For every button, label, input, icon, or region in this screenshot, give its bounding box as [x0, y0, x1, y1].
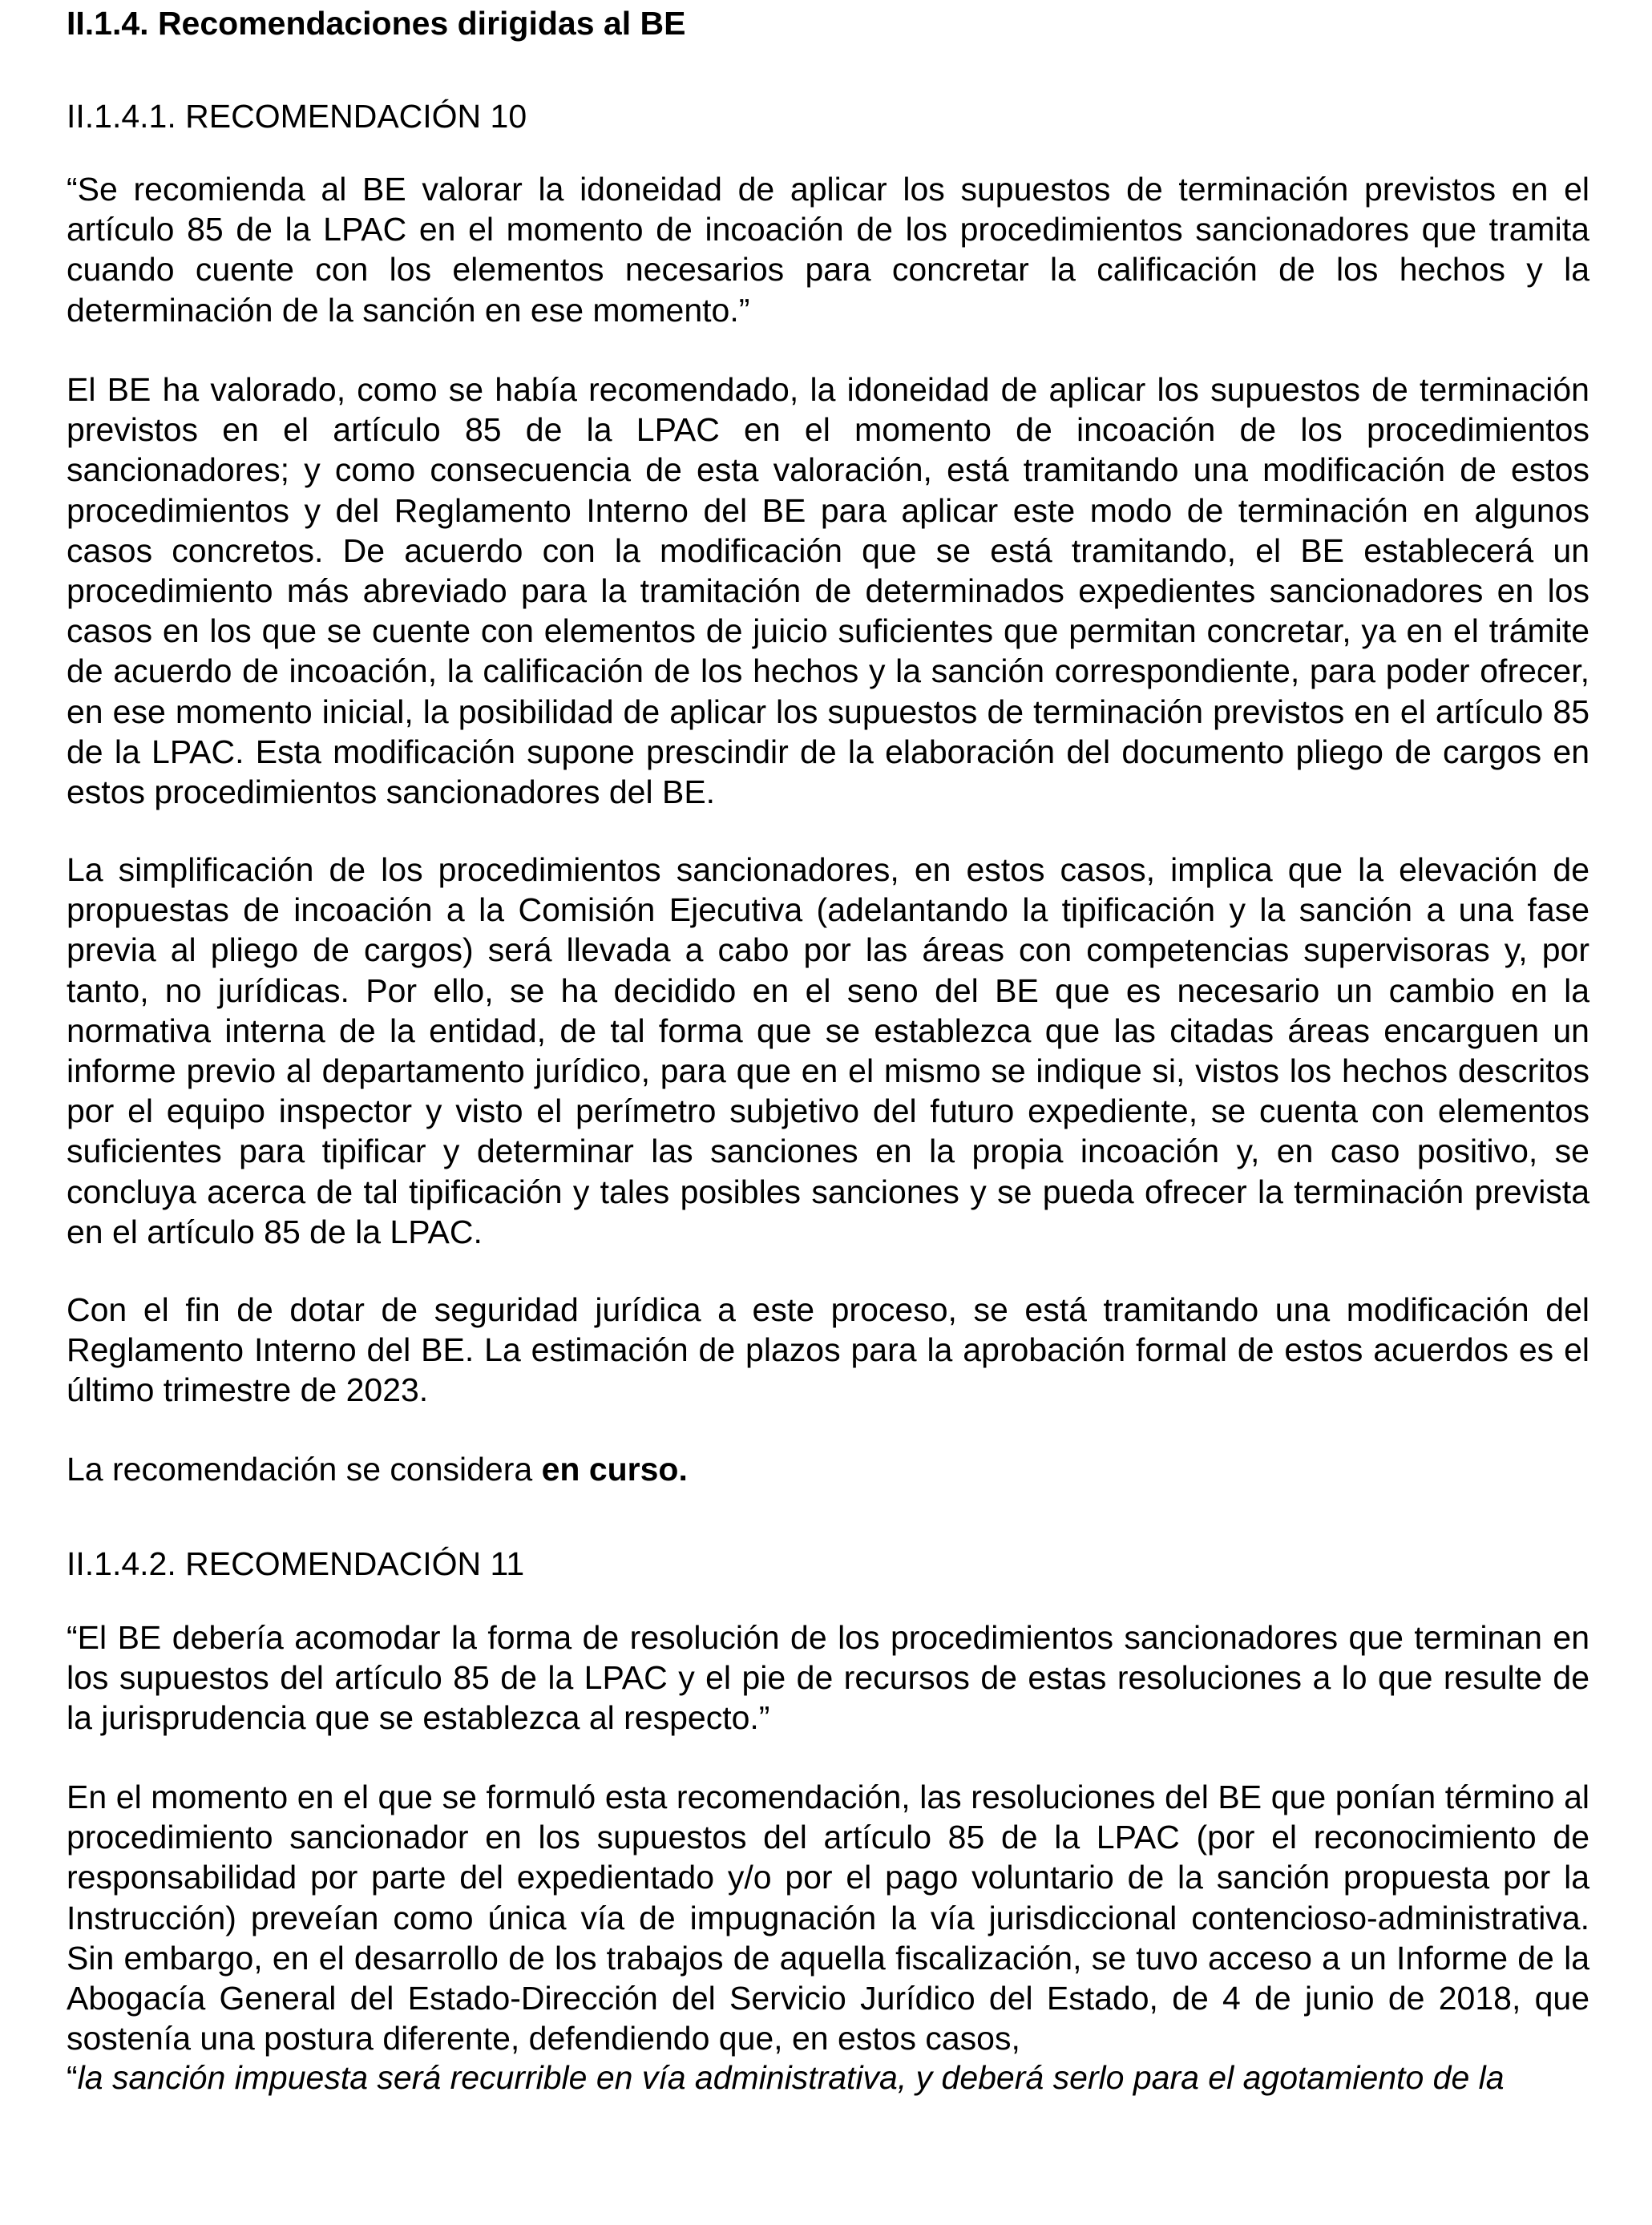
recommendation-11-quote: “El BE debería acomodar la forma de resolución de los procedimientos sancionadores que terminan en los supuestos del artículo 85 de la LPAC y el pie de recursos de estas resoluciones a lo que resulte de la jurisprudencia que se establezca al respecto.” — [67, 1619, 1589, 1737]
italic-quote-text: la sanción impuesta será recurrible en vía administrativa, y deberá serlo para el agotamiento de la — [77, 2059, 1505, 2096]
recommendation-10-status — [67, 1449, 688, 1489]
recommendation-10-quote: “Se recomienda al BE valorar la idoneidad de aplicar los supuestos de terminación previstos en el artículo 85 de la LPAC en el momento de incoación de los procedimientos sancionadores que tramita cuando cuente con los elementos necesarios para concretar la calificación de los hechos y la determinación de la sanción en ese momento.” — [67, 171, 1589, 329]
recommendation-10-heading: II.1.4.1. RECOMENDACIÓN 10 — [67, 98, 527, 135]
recommendation-10-paragraph-3: Con el fin de dotar de seguridad jurídica a este proceso, se está tramitando una modificación del Reglamento Interno del BE. La estimación de plazos para la aprobación formal de estos acuerdos es el último trimestre de 2023. — [67, 1291, 1589, 1409]
status-prefix: La recomendación se considera — [67, 1451, 542, 1488]
recommendation-11-paragraph-1: En el momento en el que se formuló esta recomendación, las resoluciones del BE que ponían término al procedimiento sancionador en los supuestos del artículo 85 de la LPAC (por el reconocimiento de responsabilidad por parte del expedientado y/o por el pago voluntario de la sanción propuesta por la Instrucción) preveían como única vía de impugnación la vía jurisdiccional contencioso-administrativa. Sin embargo, en el desarrollo de los trabajos de aquella fiscalización, se tuvo acceso a un Informe de la Abogacía General del Estado-Dirección del Servicio Jurídico del Estado, de 4 de junio de 2018, que sostenía una postura diferente, defendiendo que, en estos casos, — [67, 1779, 1589, 2057]
recommendation-10-paragraph-1: El BE ha valorado, como se había recomendado, la idoneidad de aplicar los supuestos de terminación previstos en el artículo 85 de la LPAC en el momento de incoación de los procedimientos sancionadores; y como consecuencia de esta valoración, está tramitando una modificación de estos procedimientos y del Reglamento Interno del BE para aplicar este modo de terminación en algunos casos concretos. De acuerdo con la modificación que se está tramitando, el BE establecerá un procedimiento más abreviado para la tramitación de determinados expedientes sancionadores en los casos en los que se cuente con elementos de juicio suficientes que permitan concretar, ya en el trámite de acuerdo de incoación, la calificación de los hechos y la sanción correspondiente, para poder ofrecer, en ese momento inicial, la posibilidad de aplicar los supuestos de terminación previstos en el artículo 85 de la LPAC. Esta modificación supone prescindir de la elaboración del documento pliego de cargos en estos procedimientos sancionadores del BE. — [67, 371, 1589, 811]
section-title: II.1.4. Recomendaciones dirigidas al BE — [67, 5, 686, 42]
status-value: en curso. — [541, 1451, 688, 1488]
recommendation-10-paragraph-2: La simplificación de los procedimientos sancionadores, en estos casos, implica que la elevación de propuestas de incoación a la Comisión Ejecutiva (adelantando la tipificación y la sanción a una fase previa al pliego de cargos) será llevada a cabo por las áreas con competencias supervisoras y, por tanto, no jurídicas. Por ello, se ha decidido en el seno del BE que es necesario un cambio en la normativa interna de la entidad, de tal forma que se establezca que las citadas áreas encarguen un informe previo al departamento jurídico, para que en el mismo se indique si, vistos los hechos descritos por el equipo inspector y visto el perímetro subjetivo del futuro expediente, se cuenta con elementos suficientes para tipificar y determinar las sanciones en la propia incoación y, en caso positivo, se concluya acerca de tal tipificación y tales posibles sanciones y se pueda ofrecer la terminación prevista en el artículo 85 de la LPAC. — [67, 851, 1589, 1250]
recommendation-11-heading: II.1.4.2. RECOMENDACIÓN 11 — [67, 1545, 525, 1582]
open-quote: “ — [67, 2059, 78, 2096]
recommendation-11-paragraph-1-continuation — [67, 2057, 1505, 2098]
